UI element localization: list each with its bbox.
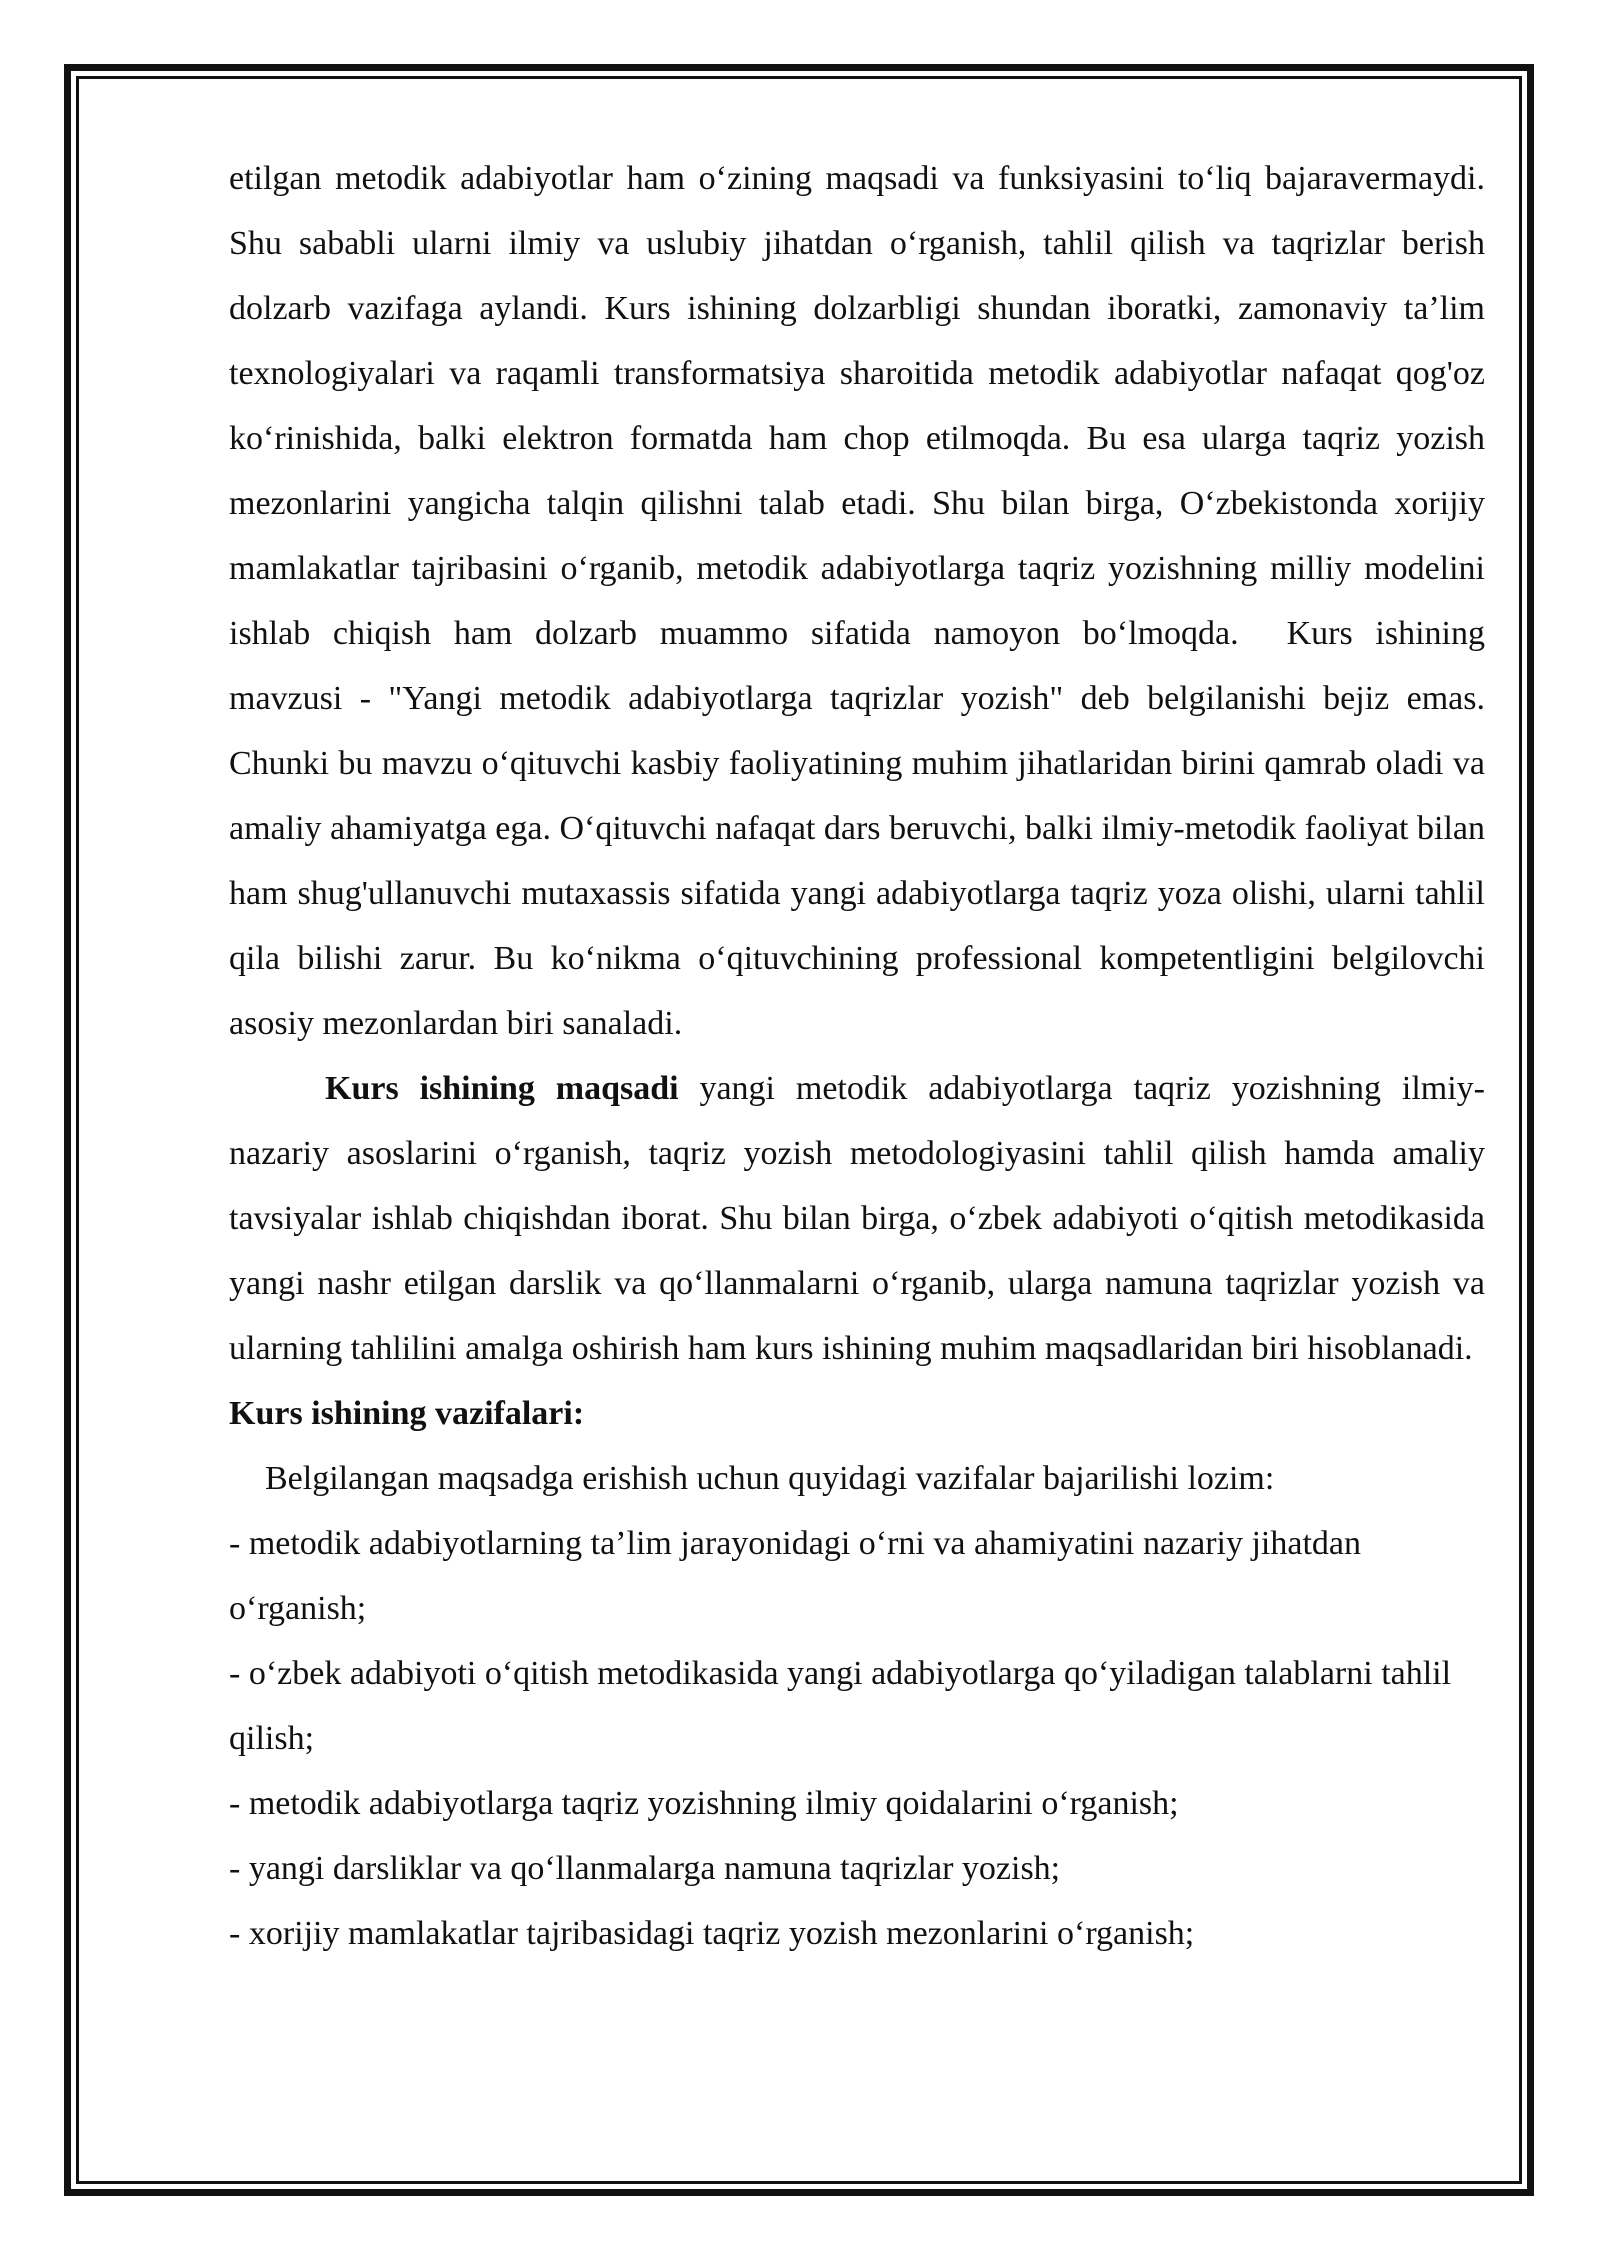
list-item: - yangi darsliklar va qo‘llanmalarga namuna taqrizlar yozish; [229, 1850, 1061, 1887]
document-body [229, 146, 1485, 1966]
list-item: - xorijiy mamlakatlar tajribasidagi taqriz yozish mezonlarini o‘rganish; [229, 1915, 1195, 1952]
tasks-list [229, 1511, 1485, 1966]
goal-text: yangi metodik adabiyotlarga taqriz yozishning ilmiy-nazariy asoslarini o‘rganish, taqriz yozish metodologiyasini tahlil qilish hamda amaliy tavsiyalar ishlab chiqishdan iborat. Shu bilan birga, o‘zbek adabiyoti o‘qitish metodikasida yangi nashr etilgan darslik va qo‘llanmalarni o‘rganib, ularga namuna taqrizlar yozish va ularning tahlilini amalga oshirish ham kurs ishining muhim maqsadlaridan biri hisoblanadi. [229, 1070, 1485, 1367]
topic-text: Kurs ishining mavzusi - "Yangi metodik adabiyotlarga taqrizlar yozish" deb belgilanishi bejiz emas. Chunki bu mavzu o‘qituvchi kasbiy faoliyatining muhim jihatlaridan birini qamrab oladi va amaliy ahamiyatga ega. O‘qituvchi nafaqat dars beruvchi, balki ilmiy-metodik faoliyat bilan ham shug'ullanuvchi mutaxassis sifatida yangi adabiyotlarga taqriz yoza olishi, ularni tahlil qila bilishi zarur. Bu ko‘nikma o‘qituvchining professional kompetentligini belgilovchi asosiy mezonlardan biri sanaladi. [229, 615, 1485, 1042]
goal-paragraph [229, 1056, 1485, 1381]
goal-label: Kurs ishining maqsadi [325, 1070, 679, 1107]
tasks-heading: Kurs ishining vazifalari: [229, 1395, 585, 1432]
list-item: - metodik adabiyotlarning ta’lim jarayonidagi o‘rni va ahamiyatini nazariy jihatdan o‘rganish; [229, 1525, 1362, 1627]
tasks-intro: Belgilangan maqsadga erishish uchun quyidagi vazifalar bajarilishi lozim: [265, 1460, 1275, 1497]
list-item: - o‘zbek adabiyoti o‘qitish metodikasida yangi adabiyotlarga qo‘yiladigan talablarni tahlil qilish; [229, 1655, 1452, 1757]
relevance-paragraph [229, 146, 1485, 1056]
list-item: - metodik adabiyotlarga taqriz yozishning ilmiy qoidalarini o‘rganish; [229, 1785, 1179, 1822]
relevance-text: etilgan metodik adabiyotlar ham o‘zining maqsadi va funksiyasini to‘liq bajaravermaydi. Shu sababli ularni ilmiy va uslubiy jihatdan o‘rganish, tahlil qilish va taqrizlar berish dolzarb vazifaga aylandi. Kurs ishining dolzarbligi shundan iboratki, zamonaviy ta’lim texnologiyalari va raqamli transformatsiya sharoitida metodik adabiyotlar nafaqat qog'oz ko‘rinishida, balki elektron formatda ham chop etilmoqda. Bu esa ularga taqriz yozish mezonlarini yangicha talqin qilishni talab etadi. Shu bilan birga, O‘zbekistonda xorijiy mamlakatlar tajribasini o‘rganib, metodik adabiyotlarga taqriz yozishning milliy modelini ishlab chiqish ham dolzarb muammo sifatida namoyon bo‘lmoqda. [229, 160, 1485, 652]
